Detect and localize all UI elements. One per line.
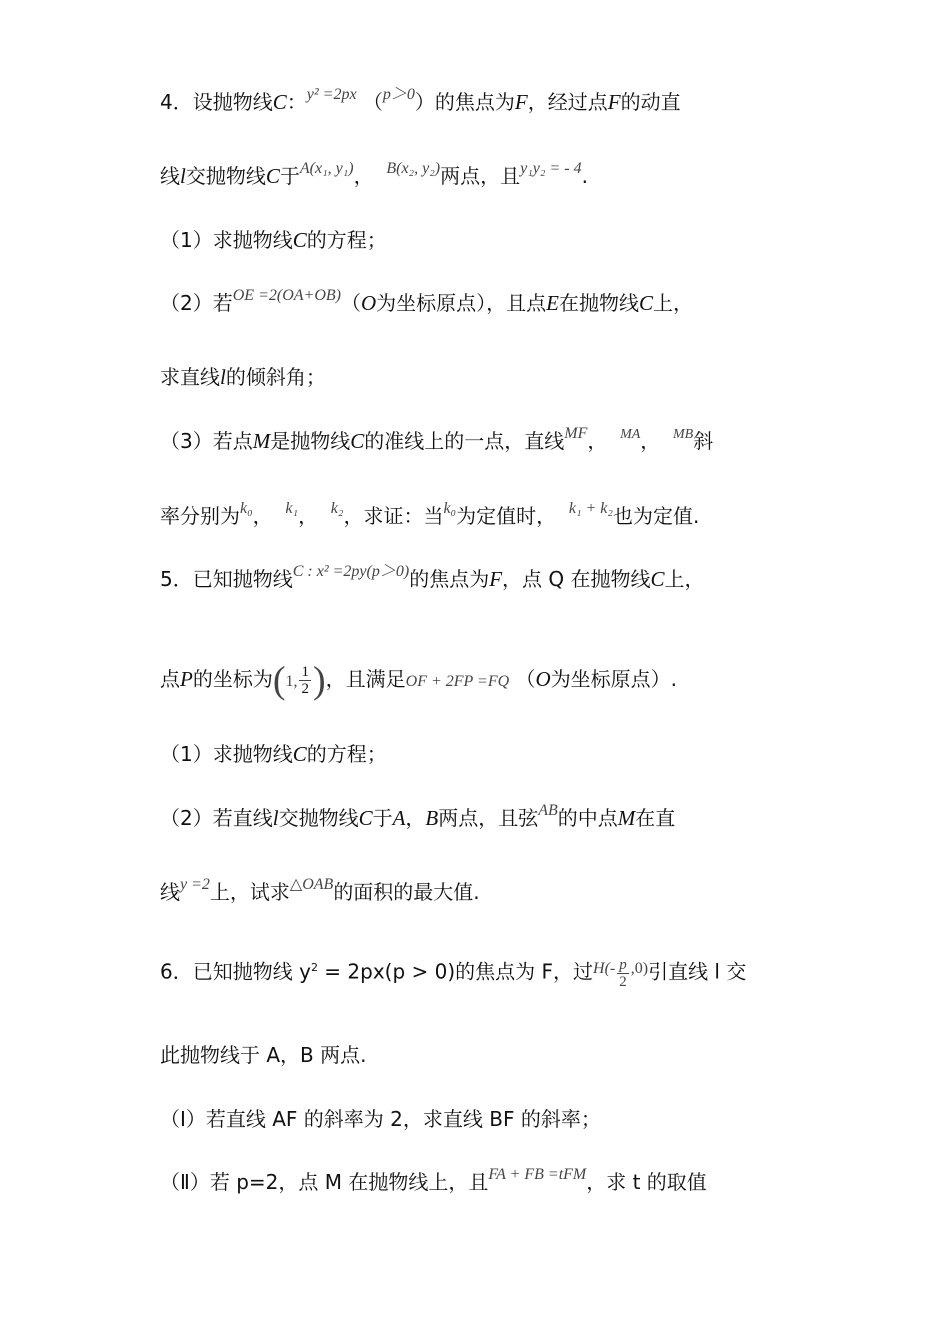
var-C: C bbox=[272, 90, 287, 114]
var-F: F bbox=[607, 90, 621, 114]
text: 已知抛物线 bbox=[192, 567, 293, 591]
text: 的准线上的一点，直线 bbox=[364, 429, 565, 453]
text: 线 bbox=[160, 164, 180, 188]
var-P: P bbox=[180, 667, 193, 691]
p6-q2 bbox=[160, 1168, 707, 1199]
p5-q2-line1 bbox=[160, 804, 675, 835]
var-C: C bbox=[638, 291, 653, 315]
p6-number: 6． bbox=[160, 959, 193, 984]
right-paren: ) bbox=[312, 659, 326, 702]
var-l: l bbox=[220, 365, 226, 389]
formula-MB: MB bbox=[673, 427, 694, 442]
text: （2）若 bbox=[160, 291, 233, 315]
formula-condition: (p＞0) bbox=[366, 563, 410, 580]
text: ， bbox=[252, 504, 273, 528]
formula-coord: 1, bbox=[285, 673, 298, 690]
formula-k2: k₂ bbox=[330, 500, 344, 517]
text: 在直 bbox=[635, 806, 676, 830]
text: （ bbox=[362, 90, 383, 114]
text: . bbox=[581, 164, 588, 188]
text: 点 bbox=[160, 667, 180, 691]
var-C: C bbox=[350, 429, 365, 453]
text: 为定值时， bbox=[456, 504, 557, 528]
fraction-numerator: 1 bbox=[301, 664, 309, 680]
formula-k0: k₀ bbox=[443, 500, 457, 517]
p5-q2-line2 bbox=[160, 878, 480, 909]
text: 率分别为 bbox=[160, 504, 240, 528]
text: 线 bbox=[160, 880, 180, 904]
text: 两点，且 bbox=[440, 164, 521, 188]
text: 于 bbox=[372, 806, 393, 830]
p4-q3-line1 bbox=[160, 427, 713, 459]
var-M: M bbox=[252, 429, 271, 453]
text: 的动直 bbox=[620, 90, 681, 114]
text: 为坐标原点），且点 bbox=[376, 291, 547, 315]
text: 斜 bbox=[693, 429, 714, 453]
var-O: O bbox=[360, 291, 377, 315]
text: 为坐标原点）. bbox=[550, 667, 678, 691]
formula-k-sum: k₁ + k₂ bbox=[568, 500, 613, 517]
text: （ bbox=[340, 291, 361, 315]
text: 此抛物线于 A，B 两点. bbox=[160, 1043, 367, 1067]
text: ， bbox=[298, 504, 319, 528]
text: ， bbox=[353, 164, 374, 188]
var-C: C bbox=[265, 164, 280, 188]
fraction-denominator: 2 bbox=[619, 973, 627, 990]
formula-point-A: A(x₁, y₁) bbox=[299, 160, 354, 177]
var-l: l bbox=[180, 164, 186, 188]
text: （ bbox=[515, 667, 536, 691]
var-C: C bbox=[650, 567, 665, 591]
text: 也为定值. bbox=[612, 504, 700, 528]
var-F: F bbox=[514, 90, 528, 114]
text: 的中点 bbox=[557, 806, 618, 830]
fraction-numerator: p bbox=[619, 956, 627, 973]
p4-q3-line2 bbox=[160, 502, 699, 533]
text: （1）求抛物线 bbox=[160, 228, 293, 252]
formula-H-end: ,0) bbox=[630, 959, 649, 977]
fraction-denominator: 2 bbox=[301, 681, 309, 697]
text: 上，试求 bbox=[209, 880, 290, 904]
text: ，点 Q 在抛物线 bbox=[502, 567, 651, 591]
p6-q1 bbox=[160, 1105, 601, 1133]
text: 上， bbox=[652, 291, 693, 315]
text: （3）若点 bbox=[160, 429, 253, 453]
left-paren: ( bbox=[272, 659, 286, 702]
p5-line1 bbox=[160, 565, 705, 596]
p5-line2 bbox=[160, 659, 678, 702]
text: 求直线 bbox=[160, 365, 220, 389]
text: （2）若直线 bbox=[160, 806, 273, 830]
text: 的焦点为 bbox=[409, 567, 490, 591]
p5-q1 bbox=[160, 740, 387, 768]
formula-AB: AB bbox=[538, 802, 558, 819]
fraction-p-over-2 bbox=[617, 957, 629, 990]
p6-line2 bbox=[160, 1041, 366, 1069]
formula-condition: p＞0 bbox=[382, 86, 415, 103]
text: ： bbox=[286, 90, 307, 114]
text: 的面积的最大值. bbox=[333, 880, 480, 904]
formula-k0: k₀ bbox=[240, 500, 253, 517]
p4-line1 bbox=[160, 88, 681, 119]
text: 在抛物线 bbox=[558, 291, 639, 315]
formula-vector-eq: OF + 2FP =FQ bbox=[405, 673, 510, 690]
text: = 2px(p > 0)的焦点为 F，过 bbox=[317, 959, 594, 984]
formula-H-start: H(- bbox=[593, 959, 616, 977]
formula-vector-OE: OE =2(OA+OB) bbox=[232, 287, 341, 304]
formula-k1: k₁ bbox=[285, 500, 299, 517]
text: 的方程； bbox=[306, 742, 387, 766]
var-O: O bbox=[535, 667, 551, 691]
text: 的倾斜角； bbox=[225, 365, 326, 389]
text: ， bbox=[640, 429, 661, 453]
formula-vector-sum: FA + FB =tFM bbox=[488, 1166, 587, 1183]
text: ，求证：当 bbox=[343, 504, 444, 528]
formula-y-eq: y =2 bbox=[180, 876, 210, 893]
var-C: C bbox=[358, 806, 373, 830]
var-l: l bbox=[272, 806, 279, 830]
var-C: C bbox=[292, 228, 307, 252]
text: 设抛物线 bbox=[192, 90, 273, 114]
text: ，求 t 的取值 bbox=[586, 1170, 707, 1194]
p4-line2 bbox=[160, 162, 588, 193]
p4-q2-line1 bbox=[160, 289, 693, 320]
text: ， bbox=[405, 806, 426, 830]
p5-number: 5． bbox=[160, 567, 193, 591]
p6-line1 bbox=[160, 954, 746, 990]
text: 的坐标为 bbox=[192, 667, 273, 691]
superscript: 2 bbox=[310, 961, 318, 974]
text: ， bbox=[587, 429, 608, 453]
text: 交抛物线 bbox=[278, 806, 359, 830]
formula-MA: MA bbox=[620, 427, 641, 442]
text: （Ⅰ）若直线 AF 的斜率为 2，求直线 BF 的斜率； bbox=[160, 1107, 601, 1131]
fraction-one-half bbox=[299, 664, 311, 697]
var-F: F bbox=[489, 567, 503, 591]
text: 引直线 l 交 bbox=[648, 959, 747, 984]
p4-q1 bbox=[160, 226, 387, 254]
text: ，经过点 bbox=[527, 90, 608, 114]
text: ）的焦点为 bbox=[414, 90, 515, 114]
formula-parabola: y² =2px bbox=[306, 86, 357, 103]
text: （1）求抛物线 bbox=[160, 742, 293, 766]
var-A: A bbox=[392, 806, 406, 830]
formula-MF: MF bbox=[564, 425, 588, 442]
text: 已知抛物线 y bbox=[192, 959, 311, 984]
text: 上， bbox=[664, 567, 705, 591]
p4-number: 4． bbox=[160, 90, 193, 114]
text: 于 bbox=[279, 164, 300, 188]
p4-q2-line2 bbox=[160, 363, 326, 391]
text: 的方程； bbox=[306, 228, 387, 252]
formula-point-B: B(x₂, y₂) bbox=[386, 160, 441, 177]
var-M: M bbox=[617, 806, 636, 830]
var-C: C bbox=[292, 742, 307, 766]
text: 两点，且弦 bbox=[438, 806, 539, 830]
text: 交抛物线 bbox=[185, 164, 266, 188]
formula-triangle: △OAB bbox=[289, 876, 334, 893]
text: （Ⅱ）若 p=2，点 M 在抛物线上，且 bbox=[160, 1170, 489, 1194]
var-B: B bbox=[425, 806, 439, 830]
formula-parabola: C : x² =2py bbox=[292, 563, 367, 580]
text: 是抛物线 bbox=[270, 429, 351, 453]
var-E: E bbox=[546, 291, 559, 315]
formula-product: y₁y₂ = - 4 bbox=[520, 160, 582, 177]
text: ，且满足 bbox=[325, 667, 406, 691]
